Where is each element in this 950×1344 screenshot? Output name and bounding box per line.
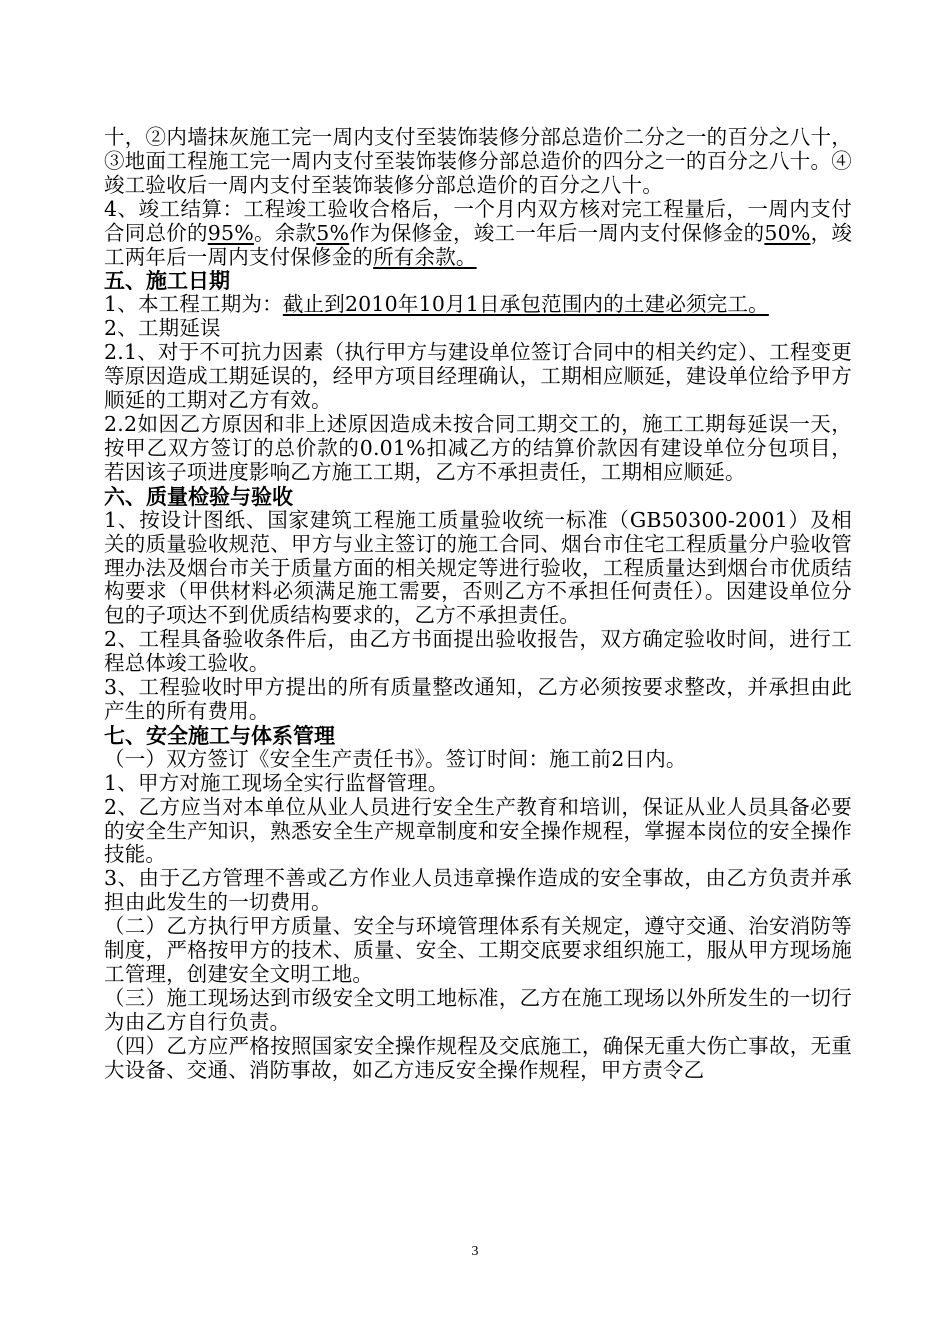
settlement-percent-5: 5% [316, 220, 350, 245]
paragraph-delay-title: 2、工期延误 [104, 316, 221, 341]
paragraph-safety-operation: （四）乙方应严格按照国家安全操作规程及交底施工，确保无重大伤亡事故，无重大设备、交通、消防事故，如乙方违反安全操作规程，甲方责令乙 [104, 1033, 852, 1082]
section-heading-construction-period: 五、施工日期 [104, 269, 230, 294]
paragraph-accident-liability: 3、由于乙方管理不善或乙方作业人员违章操作造成的安全事故，由乙方负责并承担由此发生的一切费用。 [104, 866, 852, 915]
settlement-text-b: 。余款 [253, 220, 317, 245]
paragraph-duration [104, 293, 852, 317]
settlement-percent-95: 95% [207, 220, 254, 245]
paragraph-supervision: 1、甲方对施工现场全实行监督管理。 [104, 770, 449, 795]
settlement-text-a: 4、竣工结算：工程竣工验收合格后，一个月内双方核对完工程量后，一周内支付合同总价的 [104, 196, 852, 245]
paragraph-safety-agreement: （一）双方签订《安全生产责任书》。签订时间：施工前2日内。 [104, 746, 687, 771]
paragraph-management-system: （二）乙方执行甲方质量、安全与环境管理体系有关规定，遵守交通、治安消防等制度，严格按甲方的技术、质量、安全、工期交底要求组织施工，服从甲方现场施工管理，创建安全文明工地。 [104, 914, 852, 986]
paragraph-payment-stages: 十，②内墙抹灰施工完一周内支付至装饰装修分部总造价二分之一的百分之八十，③地面工程施工完一周内支付至装饰装修分部总造价的四分之一的百分之八十。④竣工验收后一周内支付至装饰装修分部总造价的百分之八十。 [104, 125, 852, 197]
paragraph-delay-force-majeure: 2.1、对于不可抗力因素（执行甲方与建设单位签订合同中的相关约定）、工程变更等原因造成工期延误的，经甲方项目经理确认，工期相应顺延，建设单位给予甲方顺延的工期对乙方有效。 [104, 340, 852, 413]
paragraph-civilized-site: （三）施工现场达到市级安全文明工地标准，乙方在施工现场以外所发生的一切行为由乙方自行负责。 [104, 985, 852, 1034]
paragraph-acceptance-conditions: 2、工程具备验收条件后，由乙方书面提出验收报告，双方确定验收时间，进行工程总体竣工验收。 [104, 627, 852, 676]
settlement-text-c: 作为保修金，竣工一年后一周内支付保修金的 [349, 220, 765, 245]
section-heading-quality-inspection: 六、质量检验与验收 [104, 484, 293, 509]
paragraph-safety-training: 2、乙方应当对本单位从业人员进行安全生产教育和培训，保证从业人员具备必要的安全生产知识，熟悉安全生产规章制度和安全操作规程，掌握本岗位的安全操作技能。 [104, 794, 852, 867]
paragraph-rectification: 3、工程验收时甲方提出的所有质量整改通知，乙方必须按要求整改，并承担由此产生的所有费用。 [104, 675, 852, 723]
section-heading-safety-management: 七、安全施工与体系管理 [104, 723, 335, 748]
settlement-remaining: 所有余款。 [373, 244, 477, 269]
settlement-percent-50: 50% [764, 220, 811, 245]
page-number: 3 [471, 1244, 479, 1259]
settlement-text-d: ，竣工两年后一周内支付保修金的 [104, 220, 853, 269]
document-body [104, 126, 852, 1083]
paragraph-final-settlement [104, 198, 852, 270]
paragraph-delay-penalty: 2.2如因乙方原因和非上述原因造成未按合同工期交工的，施工工期每延误一天，按甲乙双方签订的总价款的0.01%扣减乙方的结算价款因有建设单位分包项目，若因该子项进度影响乙方施工工期，乙方不承担责任，工期相应顺延。 [104, 411, 852, 484]
duration-deadline: 截止到2010年10月1日承包范围内的土建必须完工。 [282, 292, 769, 317]
duration-text-a: 1、本工程工期为： [104, 292, 283, 317]
paragraph-quality-standard: 1、按设计图纸、国家建筑工程施工质量验收统一标准（GB50300-2001）及相关的质量验收规范、甲方与业主签订的施工合同、烟台市住宅工程质量分户验收管理办法及烟台市关于质量方面的相关规定等进行验收，工程质量达到烟台市优质结构要求（甲供材料必须满足施工需要，否则乙方不承担任何责任）。因建设单位分包的子项达不到优质结构要求的，乙方不承担责任。 [104, 507, 852, 628]
